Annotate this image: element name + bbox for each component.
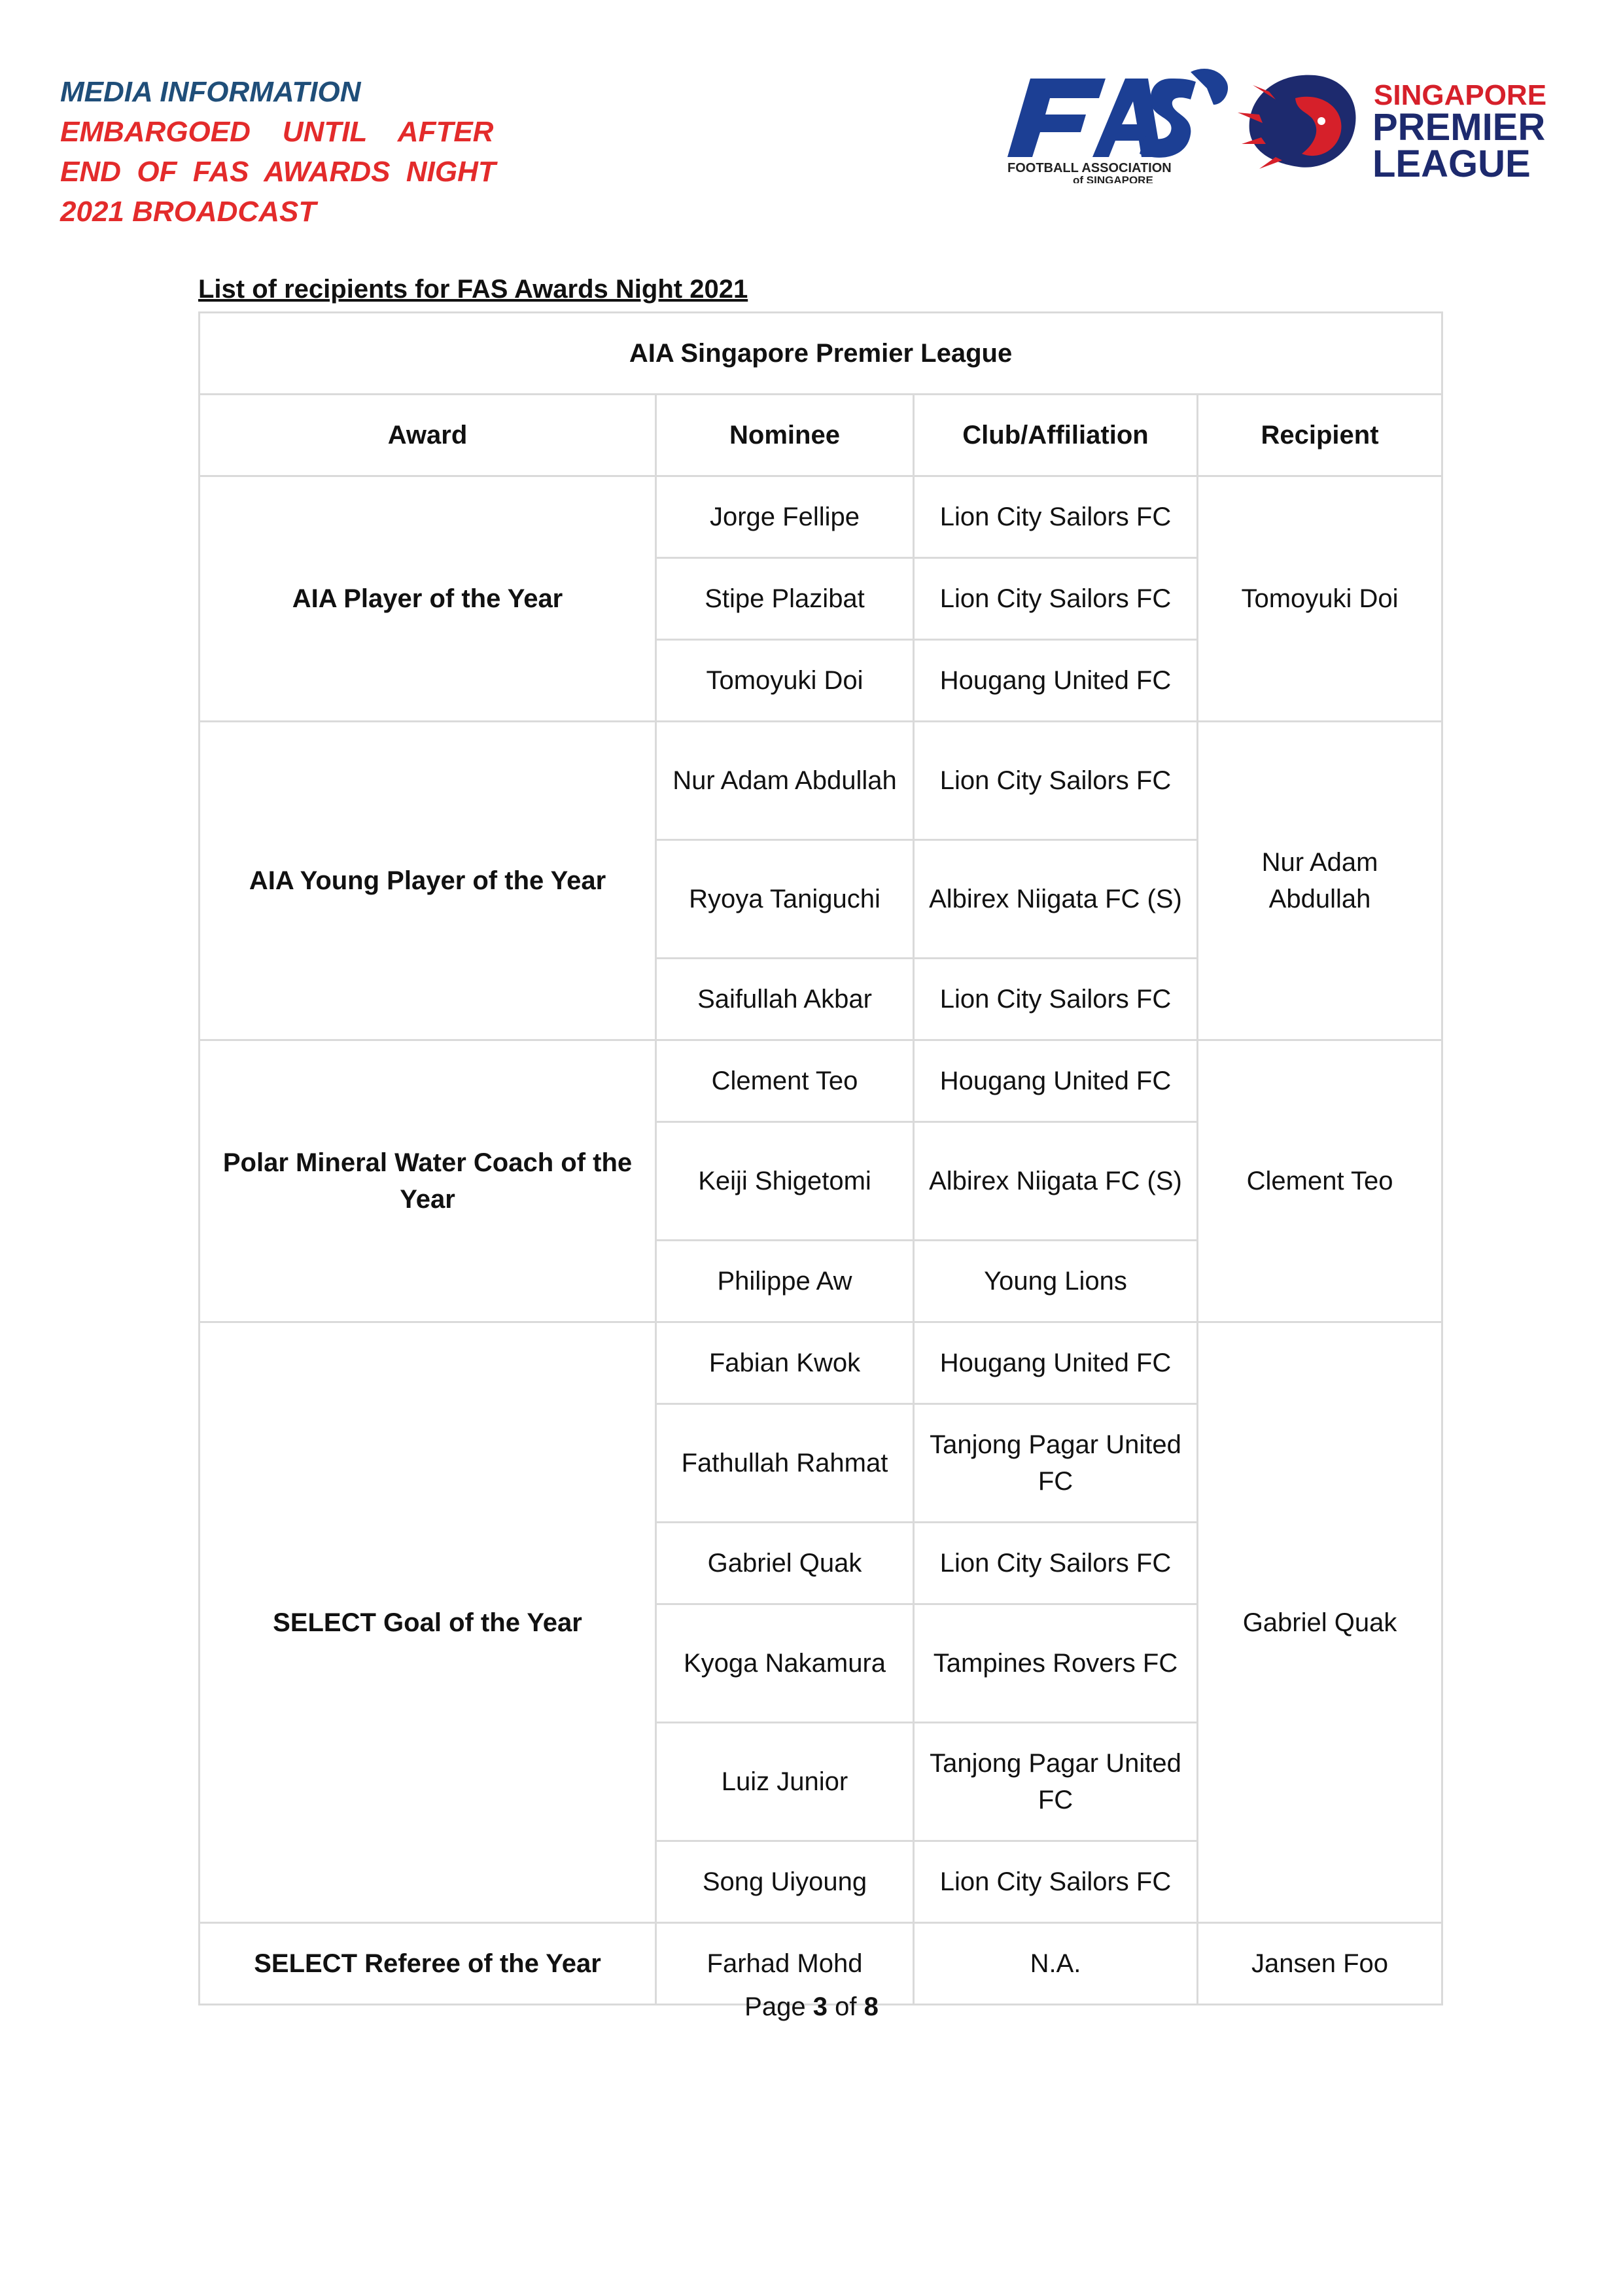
page-current: 3	[812, 1992, 828, 2021]
header-recipient: Recipient	[1198, 395, 1442, 476]
logo-bar	[994, 52, 1557, 183]
nominee-name: Keiji Shigetomi	[656, 1122, 914, 1241]
nominee-club: Hougang United FC	[914, 1322, 1198, 1404]
spl-lion-icon	[1238, 75, 1356, 169]
nominee-club: Lion City Sailors FC	[914, 722, 1198, 840]
nominee-name: Stipe Plazibat	[656, 558, 914, 640]
nominee-club: Albirex Niigata FC (S)	[914, 840, 1198, 959]
nominee-club: Hougang United FC	[914, 640, 1198, 722]
nominee-club: Tanjong Pagar United FC	[914, 1404, 1198, 1523]
header-nominee: Nominee	[656, 395, 914, 476]
nominee-club: Albirex Niigata FC (S)	[914, 1122, 1198, 1241]
award-recipient: Nur Adam Abdullah	[1198, 722, 1442, 1040]
table-header-row	[200, 395, 1442, 476]
embargo-line-1: EMBARGOED UNTIL AFTER	[60, 116, 494, 148]
page-number	[0, 1992, 1623, 2022]
league-title: AIA Singapore Premier League	[200, 313, 1442, 395]
nominee-name: Clement Teo	[656, 1040, 914, 1122]
fas-name-line-1: FOOTBALL ASSOCIATION	[1007, 161, 1172, 175]
nominee-name: Nur Adam Abdullah	[656, 722, 914, 840]
table-row	[200, 1040, 1442, 1122]
award-recipient: Tomoyuki Doi	[1198, 476, 1442, 722]
nominee-club: Tampines Rovers FC	[914, 1604, 1198, 1723]
table-row	[200, 722, 1442, 840]
award-name: SELECT Referee of the Year	[200, 1923, 656, 2005]
embargo-header	[60, 72, 496, 232]
spl-name-line-2: PREMIER	[1372, 106, 1546, 149]
nominee-name: Gabriel Quak	[656, 1523, 914, 1604]
award-name: SELECT Goal of the Year	[200, 1322, 656, 1923]
nominee-club: Tanjong Pagar United FC	[914, 1723, 1198, 1841]
nominee-name: Jorge Fellipe	[656, 476, 914, 558]
list-title: List of recipients for FAS Awards Night 2021	[198, 275, 748, 304]
fas-name-line-2: of SINGAPORE	[1073, 174, 1153, 183]
media-information-label: MEDIA INFORMATION	[60, 76, 361, 108]
awards-table	[198, 311, 1443, 2005]
award-recipient: Gabriel Quak	[1198, 1322, 1442, 1923]
award-recipient: Jansen Foo	[1198, 1923, 1442, 2005]
nominee-name: Fabian Kwok	[656, 1322, 914, 1404]
page-total: 8	[864, 1992, 879, 2021]
nominee-club: Young Lions	[914, 1241, 1198, 1322]
award-name: AIA Young Player of the Year	[200, 722, 656, 1040]
nominee-club: Hougang United FC	[914, 1040, 1198, 1122]
nominee-name: Philippe Aw	[656, 1241, 914, 1322]
nominee-club: Lion City Sailors FC	[914, 959, 1198, 1040]
nominee-name: Song Uiyoung	[656, 1841, 914, 1923]
nominee-name: Tomoyuki Doi	[656, 640, 914, 722]
league-title-row	[200, 313, 1442, 395]
nominee-club: Lion City Sailors FC	[914, 1523, 1198, 1604]
header-award: Award	[200, 395, 656, 476]
nominee-name: Fathullah Rahmat	[656, 1404, 914, 1523]
nominee-club: N.A.	[914, 1923, 1198, 2005]
award-name: Polar Mineral Water Coach of the Year	[200, 1040, 656, 1322]
header-club: Club/Affiliation	[914, 395, 1198, 476]
embargo-line-3: 2021 BROADCAST	[60, 196, 317, 228]
nominee-name: Kyoga Nakamura	[656, 1604, 914, 1723]
fas-logo	[994, 52, 1557, 183]
page-prefix: Page	[744, 1992, 806, 2021]
nominee-name: Saifullah Akbar	[656, 959, 914, 1040]
embargo-line-2: END OF FAS AWARDS NIGHT	[60, 156, 496, 188]
page-of: of	[835, 1992, 857, 2021]
nominee-name: Luiz Junior	[656, 1723, 914, 1841]
nominee-club: Lion City Sailors FC	[914, 558, 1198, 640]
spl-name-line-3: LEAGUE	[1372, 143, 1531, 183]
nominee-name: Ryoya Taniguchi	[656, 840, 914, 959]
award-recipient: Clement Teo	[1198, 1040, 1442, 1322]
spl-name-line-1: SINGAPORE	[1374, 79, 1547, 111]
table-row	[200, 476, 1442, 558]
nominee-club: Lion City Sailors FC	[914, 1841, 1198, 1923]
table-row	[200, 1322, 1442, 1404]
nominee-name: Farhad Mohd	[656, 1923, 914, 2005]
nominee-club: Lion City Sailors FC	[914, 476, 1198, 558]
award-name: AIA Player of the Year	[200, 476, 656, 722]
